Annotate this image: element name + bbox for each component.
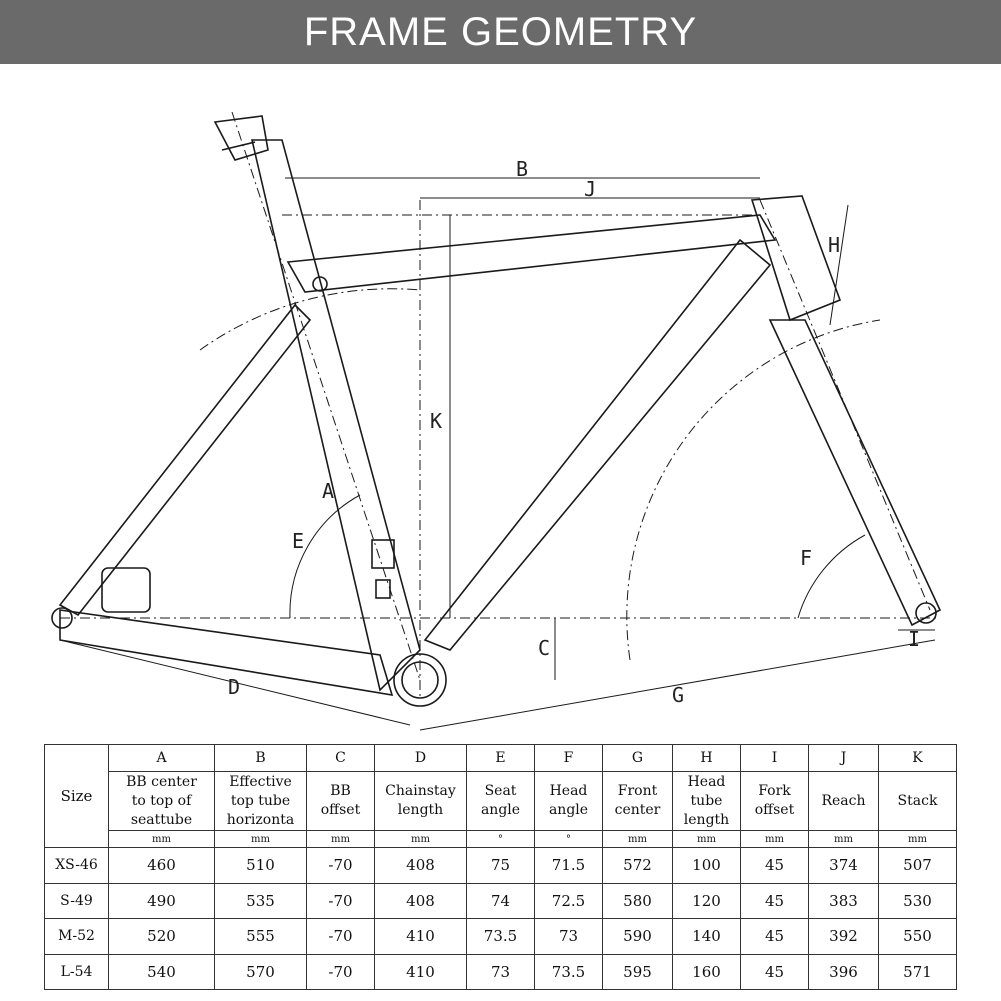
dimension-labels	[228, 157, 920, 707]
value-cell: 571	[879, 954, 957, 990]
value-cell: 410	[375, 954, 467, 990]
page-title: FRAME GEOMETRY	[303, 9, 698, 54]
frame-geometry-drawing	[0, 64, 1001, 740]
col-letter: A	[109, 745, 215, 772]
table-header-units	[45, 831, 957, 848]
label-d: D	[228, 675, 241, 699]
size-cell: L-54	[45, 954, 109, 990]
col-description: Stack	[879, 772, 957, 831]
col-unit: °	[535, 831, 603, 848]
col-description: Front center	[603, 772, 673, 831]
value-cell: -70	[307, 954, 375, 990]
col-unit: mm	[879, 831, 957, 848]
seat-tube	[252, 140, 420, 690]
frame-drawing-svg	[0, 64, 1001, 740]
col-letter: B	[215, 745, 307, 772]
value-cell: -70	[307, 919, 375, 955]
value-cell: 490	[109, 883, 215, 919]
col-description: BB offset	[307, 772, 375, 831]
value-cell: 45	[741, 954, 809, 990]
col-unit: mm	[215, 831, 307, 848]
value-cell: 580	[603, 883, 673, 919]
value-cell: 396	[809, 954, 879, 990]
value-cell: 73.5	[467, 919, 535, 955]
col-unit: mm	[673, 831, 741, 848]
col-letter: D	[375, 745, 467, 772]
col-letter: I	[741, 745, 809, 772]
value-cell: 535	[215, 883, 307, 919]
col-unit: mm	[307, 831, 375, 848]
value-cell: 73	[467, 954, 535, 990]
col-description: Head angle	[535, 772, 603, 831]
table-header-descriptions	[45, 772, 957, 831]
col-letter: C	[307, 745, 375, 772]
label-c: C	[538, 636, 551, 660]
value-cell: 140	[673, 919, 741, 955]
label-a: A	[322, 479, 335, 503]
col-description: Seat angle	[467, 772, 535, 831]
fork	[770, 320, 940, 625]
label-e: E	[292, 529, 305, 553]
table-row	[45, 883, 957, 919]
value-cell: 572	[603, 848, 673, 884]
size-header: Size	[45, 745, 109, 848]
value-cell: 374	[809, 848, 879, 884]
value-cell: 74	[467, 883, 535, 919]
col-letter: J	[809, 745, 879, 772]
label-k: K	[430, 409, 443, 433]
value-cell: 45	[741, 883, 809, 919]
label-j: J	[584, 177, 597, 201]
label-f: F	[800, 546, 813, 570]
value-cell: 555	[215, 919, 307, 955]
table-row	[45, 954, 957, 990]
col-description: Head tube length	[673, 772, 741, 831]
col-letter: F	[535, 745, 603, 772]
label-i: I	[908, 627, 921, 651]
value-cell: 507	[879, 848, 957, 884]
value-cell: 530	[879, 883, 957, 919]
top-tube	[288, 215, 775, 292]
value-cell: 460	[109, 848, 215, 884]
seatpost-clamp	[215, 116, 268, 160]
value-cell: 595	[603, 954, 673, 990]
value-cell: 408	[375, 883, 467, 919]
value-cell: 72.5	[535, 883, 603, 919]
value-cell: 120	[673, 883, 741, 919]
center-lines	[60, 112, 940, 700]
value-cell: 383	[809, 883, 879, 919]
head-tube	[752, 196, 840, 320]
value-cell: 73.5	[535, 954, 603, 990]
table-header-letters	[45, 745, 957, 772]
table-row	[45, 919, 957, 955]
col-unit: mm	[741, 831, 809, 848]
col-letter: H	[673, 745, 741, 772]
value-cell: -70	[307, 848, 375, 884]
col-unit: mm	[603, 831, 673, 848]
col-unit: mm	[809, 831, 879, 848]
geometry-table-wrapper	[44, 744, 956, 990]
col-description: Effective top tube horizonta	[215, 772, 307, 831]
value-cell: 73	[535, 919, 603, 955]
value-cell: 520	[109, 919, 215, 955]
value-cell: 100	[673, 848, 741, 884]
value-cell: 570	[215, 954, 307, 990]
col-letter: E	[467, 745, 535, 772]
label-g: G	[672, 683, 685, 707]
down-tube	[425, 240, 770, 650]
col-unit: mm	[375, 831, 467, 848]
dimension-lines	[60, 178, 935, 730]
header-banner	[0, 0, 1001, 64]
value-cell: 71.5	[535, 848, 603, 884]
size-cell: S-49	[45, 883, 109, 919]
col-description: Fork offset	[741, 772, 809, 831]
col-unit: °	[467, 831, 535, 848]
value-cell: 408	[375, 848, 467, 884]
col-description: Chainstay length	[375, 772, 467, 831]
col-unit: mm	[109, 831, 215, 848]
value-cell: 590	[603, 919, 673, 955]
value-cell: 410	[375, 919, 467, 955]
label-b: B	[516, 157, 529, 181]
col-letter: K	[879, 745, 957, 772]
value-cell: 550	[879, 919, 957, 955]
col-letter: G	[603, 745, 673, 772]
col-description: Reach	[809, 772, 879, 831]
value-cell: 510	[215, 848, 307, 884]
label-h: H	[828, 233, 841, 257]
size-cell: M-52	[45, 919, 109, 955]
value-cell: -70	[307, 883, 375, 919]
col-description: BB center to top of seattube	[109, 772, 215, 831]
geometry-table	[44, 744, 957, 990]
value-cell: 75	[467, 848, 535, 884]
value-cell: 540	[109, 954, 215, 990]
value-cell: 45	[741, 848, 809, 884]
value-cell: 160	[673, 954, 741, 990]
value-cell: 392	[809, 919, 879, 955]
table-row	[45, 848, 957, 884]
value-cell: 45	[741, 919, 809, 955]
seat-stay	[60, 305, 310, 615]
size-cell: XS-46	[45, 848, 109, 884]
